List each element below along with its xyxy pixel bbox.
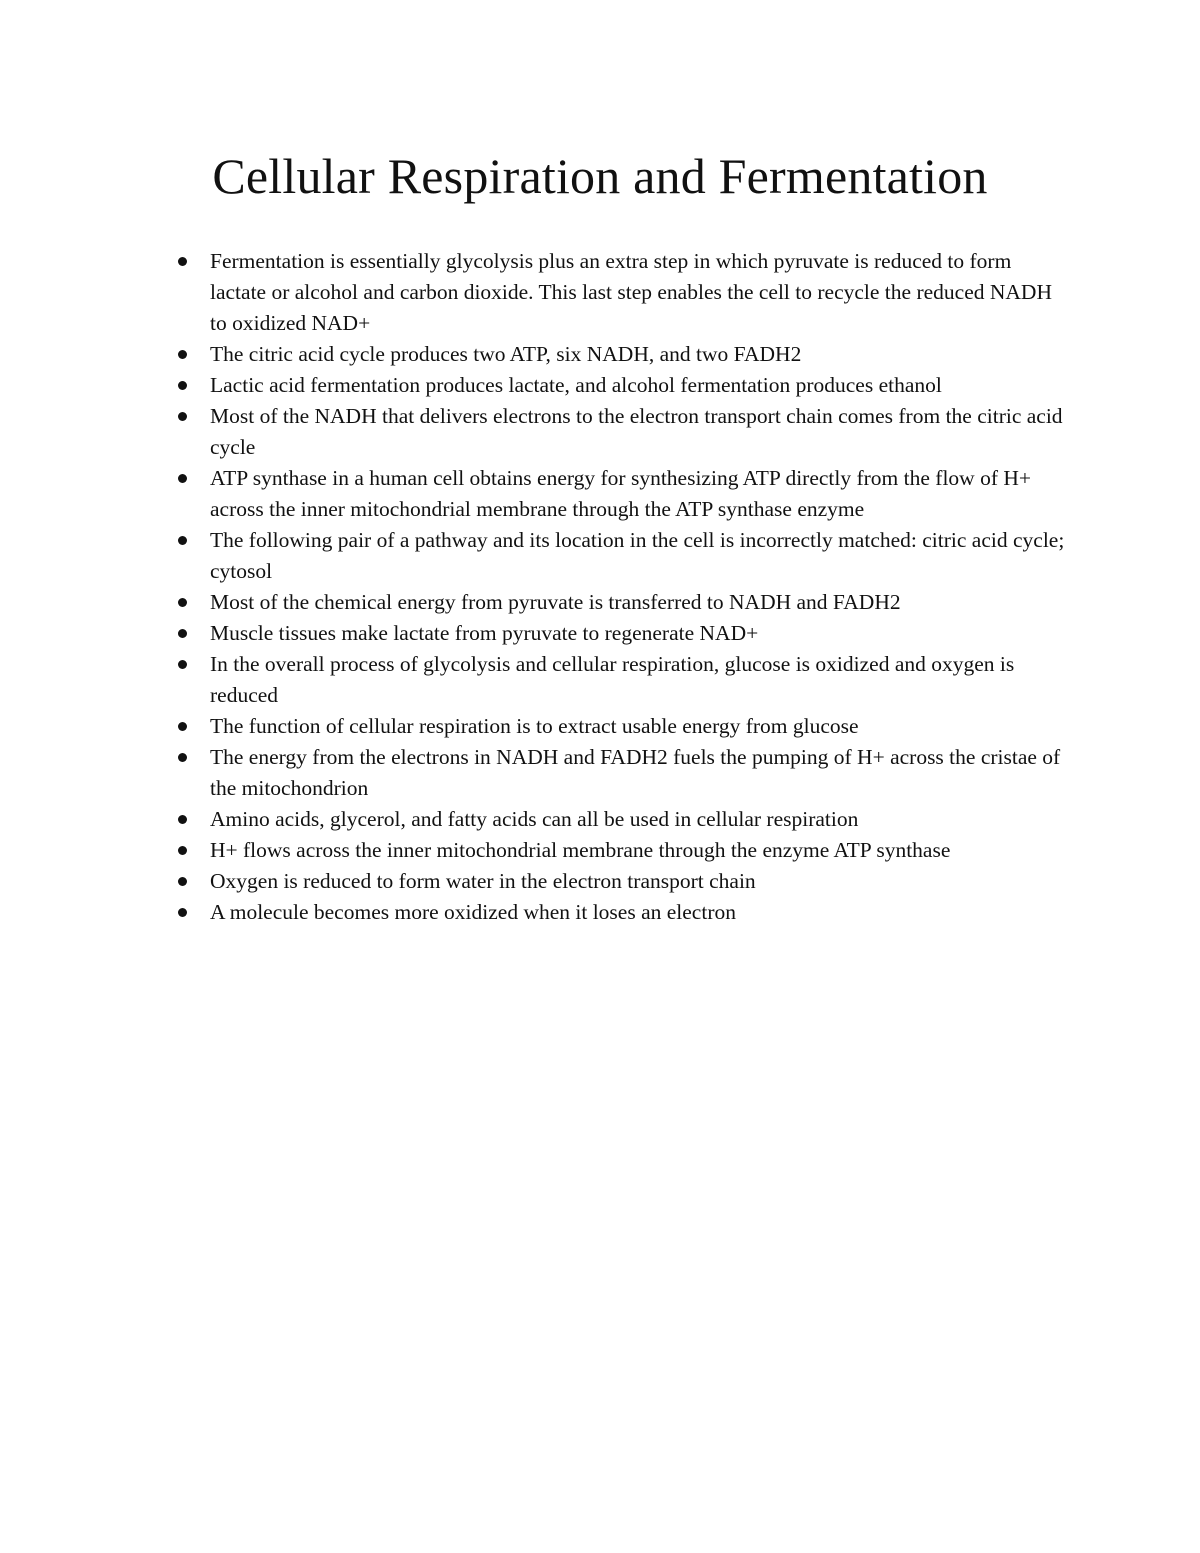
list-item-text: The following pair of a pathway and its location in the cell is incorrectly matched: citric acid cycle; cytosol: [210, 528, 1065, 583]
bullet-icon: [178, 474, 187, 483]
list-item-text: Oxygen is reduced to form water in the electron transport chain: [210, 869, 756, 893]
list-item-text: ATP synthase in a human cell obtains energy for synthesizing ATP directly from the flow of H+ across the inner mitochondrial membrane through the ATP synthase enzyme: [210, 466, 1032, 521]
list-item: [210, 866, 1070, 897]
list-item: [210, 835, 1070, 866]
list-item: [210, 463, 1070, 525]
bullet-icon: [178, 536, 187, 545]
list-item-text: Most of the NADH that delivers electrons to the electron transport chain comes from the citric acid cycle: [210, 404, 1063, 459]
list-item-text: A molecule becomes more oxidized when it loses an electron: [210, 900, 736, 924]
list-item: [210, 711, 1070, 742]
list-item-text: The energy from the electrons in NADH and FADH2 fuels the pumping of H+ across the cristae of the mitochondrion: [210, 745, 1061, 800]
bullet-icon: [178, 412, 187, 421]
bullet-icon: [178, 815, 187, 824]
list-item-text: Most of the chemical energy from pyruvate is transferred to NADH and FADH2: [210, 590, 901, 614]
list-item: [210, 618, 1070, 649]
bullet-icon: [178, 753, 187, 762]
list-item: [210, 742, 1070, 804]
list-item: [210, 401, 1070, 463]
list-item: [210, 897, 1070, 928]
list-item: [210, 804, 1070, 835]
list-item: [210, 587, 1070, 618]
bullet-icon: [178, 598, 187, 607]
list-item-text: The function of cellular respiration is to extract usable energy from glucose: [210, 714, 859, 738]
list-item-text: H+ flows across the inner mitochondrial membrane through the enzyme ATP synthase: [210, 838, 951, 862]
list-item: [210, 649, 1070, 711]
list-item-text: Muscle tissues make lactate from pyruvate to regenerate NAD+: [210, 621, 759, 645]
list-item-text: Fermentation is essentially glycolysis plus an extra step in which pyruvate is reduced to form lactate or alcohol and carbon dioxide. This last step enables the cell to recycle the reduced NADH to oxidized NAD+: [210, 249, 1052, 335]
page-title: Cellular Respiration and Fermentation: [212, 148, 988, 204]
bullet-icon: [178, 629, 187, 638]
bullet-icon: [178, 660, 187, 669]
list-item: [210, 246, 1070, 339]
bullet-icon: [178, 846, 187, 855]
bullet-icon: [178, 877, 187, 886]
list-item-text: The citric acid cycle produces two ATP, six NADH, and two FADH2: [210, 342, 802, 366]
bullet-list: [210, 246, 1070, 928]
list-item-text: Lactic acid fermentation produces lactate, and alcohol fermentation produces ethanol: [210, 373, 942, 397]
bullet-icon: [178, 381, 187, 390]
list-item-text: In the overall process of glycolysis and cellular respiration, glucose is oxidized and oxygen is reduced: [210, 652, 1015, 707]
bullet-icon: [178, 908, 187, 917]
list-item-text: Amino acids, glycerol, and fatty acids can all be used in cellular respiration: [210, 807, 859, 831]
bullet-icon: [178, 257, 187, 266]
list-item: [210, 370, 1070, 401]
bullet-icon: [178, 350, 187, 359]
list-item: [210, 525, 1070, 587]
bullet-icon: [178, 722, 187, 731]
list-item: [210, 339, 1070, 370]
